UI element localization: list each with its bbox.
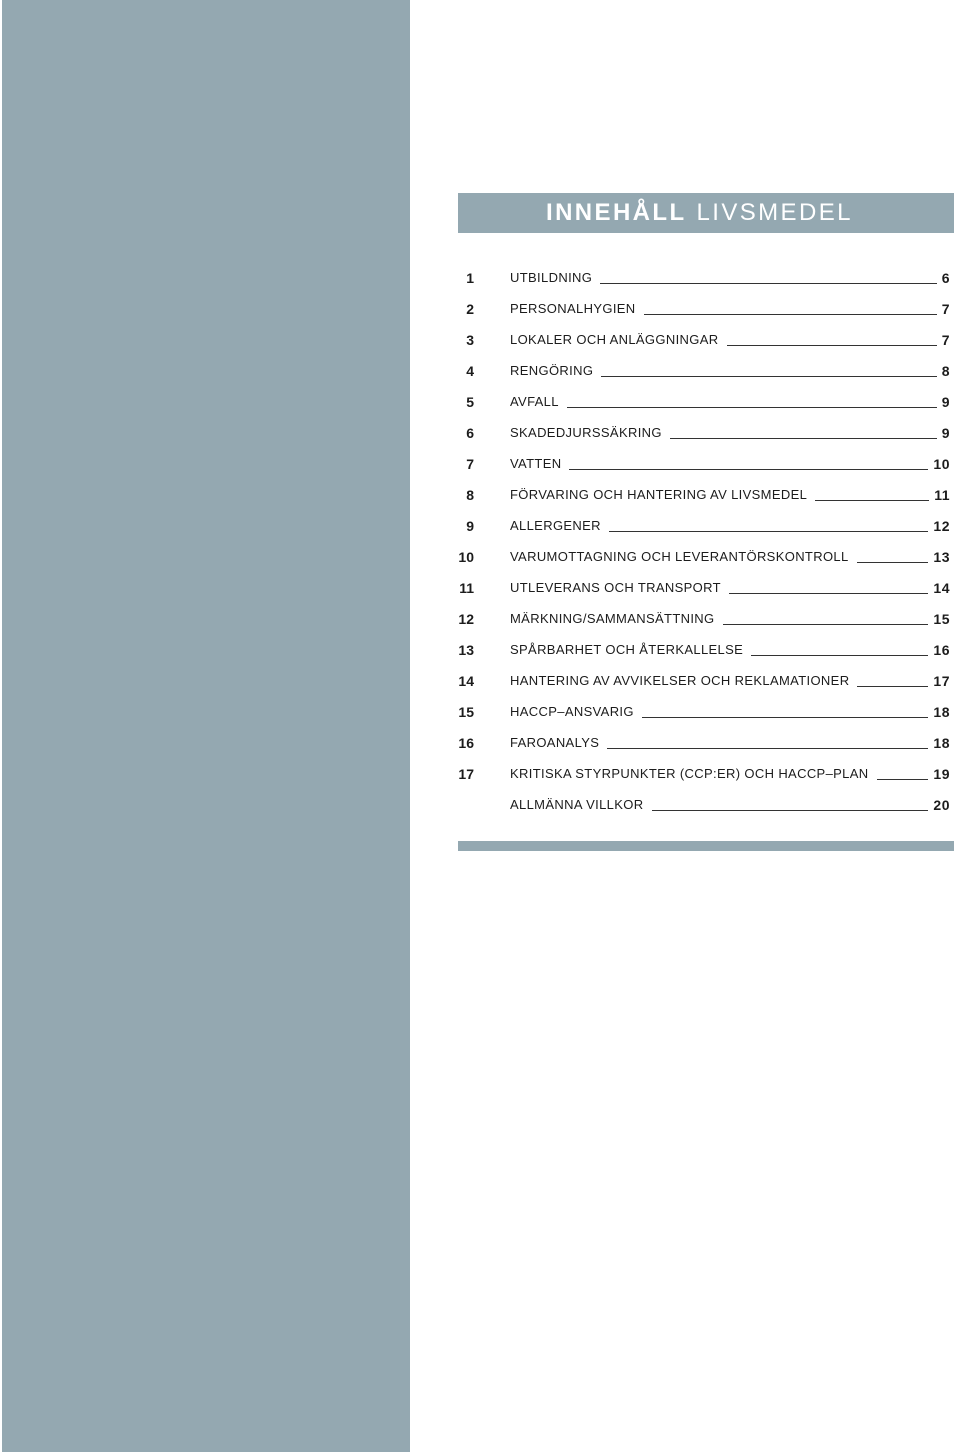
- toc-entry-title: HANTERING AV AVVIKELSER OCH REKLAMATIONER: [510, 673, 850, 688]
- toc-entry-number: 6: [466, 424, 474, 441]
- toc-entry-number: 17: [458, 765, 474, 782]
- toc-leader-line: [652, 810, 929, 811]
- toc-entry-title: FAROANALYS: [510, 735, 600, 750]
- toc-entry-page-number: 19: [933, 765, 950, 782]
- toc-entry-title: VATTEN: [510, 456, 562, 471]
- toc-entry: [450, 758, 950, 789]
- toc-entry-title: LOKALER OCH ANLÄGGNINGAR: [510, 332, 719, 347]
- toc-entry-number: 7: [466, 455, 474, 472]
- toc-entry-title: MÄRKNING/SAMMANSÄTTNING: [510, 611, 715, 626]
- toc-entry-title: SPÅRBARHET OCH ÅTERKALLELSE: [510, 642, 744, 657]
- toc-entry-page-number: 16: [933, 641, 950, 658]
- toc-entry-number: 16: [458, 734, 474, 751]
- toc-entry-title: ALLMÄNNA VILLKOR: [510, 797, 644, 812]
- toc-entry-number: 10: [458, 548, 474, 565]
- toc-entry: [450, 789, 950, 820]
- header-title-bold: INNEHÅLL: [546, 199, 687, 226]
- toc-entry-page-number: 10: [933, 455, 950, 472]
- toc-entry-number: 8: [466, 486, 474, 503]
- toc-entry: [450, 634, 950, 665]
- toc-entry-number: 3: [466, 331, 474, 348]
- toc-leader-line: [723, 624, 929, 625]
- toc-entry: [450, 572, 950, 603]
- toc-leader-line: [609, 531, 929, 532]
- toc-entry: [450, 355, 950, 386]
- toc-leader-line: [751, 655, 928, 656]
- toc-leader-line: [607, 748, 928, 749]
- toc-entry-page-number: 9: [941, 424, 950, 441]
- toc-entry-title: HACCP–ANSVARIG: [510, 704, 634, 719]
- toc-entry: [450, 541, 950, 572]
- toc-leader-line: [727, 345, 937, 346]
- toc-entry-page-number: 18: [933, 734, 950, 751]
- toc-leader-line: [601, 376, 936, 377]
- toc-entry-number: 15: [458, 703, 474, 720]
- toc-entry-number: 9: [466, 517, 474, 534]
- toc-leader-line: [567, 407, 937, 408]
- toc-entry-page-number: 20: [933, 796, 950, 813]
- toc-entry: [450, 324, 950, 355]
- toc-leader-line: [729, 593, 929, 594]
- toc-leader-line: [857, 562, 929, 563]
- toc-entry: [450, 262, 950, 293]
- toc-entry: [450, 417, 950, 448]
- toc-entry-page-number: 8: [941, 362, 950, 379]
- header-title-light: LIVSMEDEL: [696, 199, 853, 226]
- toc-entry-page-number: 15: [933, 610, 950, 627]
- toc-entry-title: VARUMOTTAGNING OCH LEVERANTÖRSKONTROLL: [510, 549, 849, 564]
- toc-entry-title: SKADEDJURSSÄKRING: [510, 425, 662, 440]
- toc-entry: [450, 696, 950, 727]
- toc-entry-title: PERSONALHYGIEN: [510, 301, 636, 316]
- toc-entry-page-number: 18: [933, 703, 950, 720]
- toc-entry-page-number: 12: [933, 517, 950, 534]
- toc-entry-number: 2: [466, 300, 474, 317]
- toc-entry-page-number: 7: [941, 331, 950, 348]
- toc-entry-page-number: 13: [933, 548, 950, 565]
- toc-leader-line: [670, 438, 937, 439]
- toc-entry: [450, 727, 950, 758]
- toc-entry: [450, 510, 950, 541]
- toc-leader-line: [877, 779, 929, 780]
- toc-entry-page-number: 11: [934, 486, 950, 503]
- toc-leader-line: [857, 686, 928, 687]
- toc-entry-title: AVFALL: [510, 394, 559, 409]
- toc-entry: [450, 293, 950, 324]
- toc-entry-number: 5: [466, 393, 474, 410]
- toc-entry-number: 13: [458, 641, 474, 658]
- toc-leader-line: [815, 500, 929, 501]
- toc-entry: [450, 386, 950, 417]
- toc-entry-title: UTLEVERANS OCH TRANSPORT: [510, 580, 721, 595]
- toc-entry-number: 4: [466, 362, 474, 379]
- toc-entry-page-number: 6: [941, 269, 950, 286]
- toc-entry-page-number: 17: [933, 672, 950, 689]
- toc-entry-number: 11: [459, 579, 474, 596]
- toc-entry-title: RENGÖRING: [510, 363, 594, 378]
- table-of-contents: [450, 262, 950, 820]
- toc-entry-number: 14: [458, 672, 474, 689]
- toc-entry-number: 12: [458, 610, 474, 627]
- toc-entry-title: ALLERGENER: [510, 518, 601, 533]
- side-panel: [2, 0, 410, 1452]
- toc-leader-line: [569, 469, 928, 470]
- toc-leader-line: [642, 717, 929, 718]
- toc-entry-title: FÖRVARING OCH HANTERING AV LIVSMEDEL: [510, 487, 808, 502]
- toc-header: [458, 193, 954, 233]
- toc-leader-line: [600, 283, 936, 284]
- toc-entry: [450, 665, 950, 696]
- toc-entry: [450, 479, 950, 510]
- toc-entry-number: 1: [466, 269, 474, 286]
- toc-entry-page-number: 7: [941, 300, 950, 317]
- bottom-divider-bar: [458, 841, 954, 851]
- toc-entry-page-number: 9: [941, 393, 950, 410]
- toc-entry: [450, 448, 950, 479]
- toc-leader-line: [644, 314, 937, 315]
- toc-entry: [450, 603, 950, 634]
- toc-entry-title: UTBILDNING: [510, 270, 593, 285]
- toc-entry-title: KRITISKA STYRPUNKTER (CCP:ER) OCH HACCP–PLAN: [510, 766, 869, 781]
- toc-entry-page-number: 14: [933, 579, 950, 596]
